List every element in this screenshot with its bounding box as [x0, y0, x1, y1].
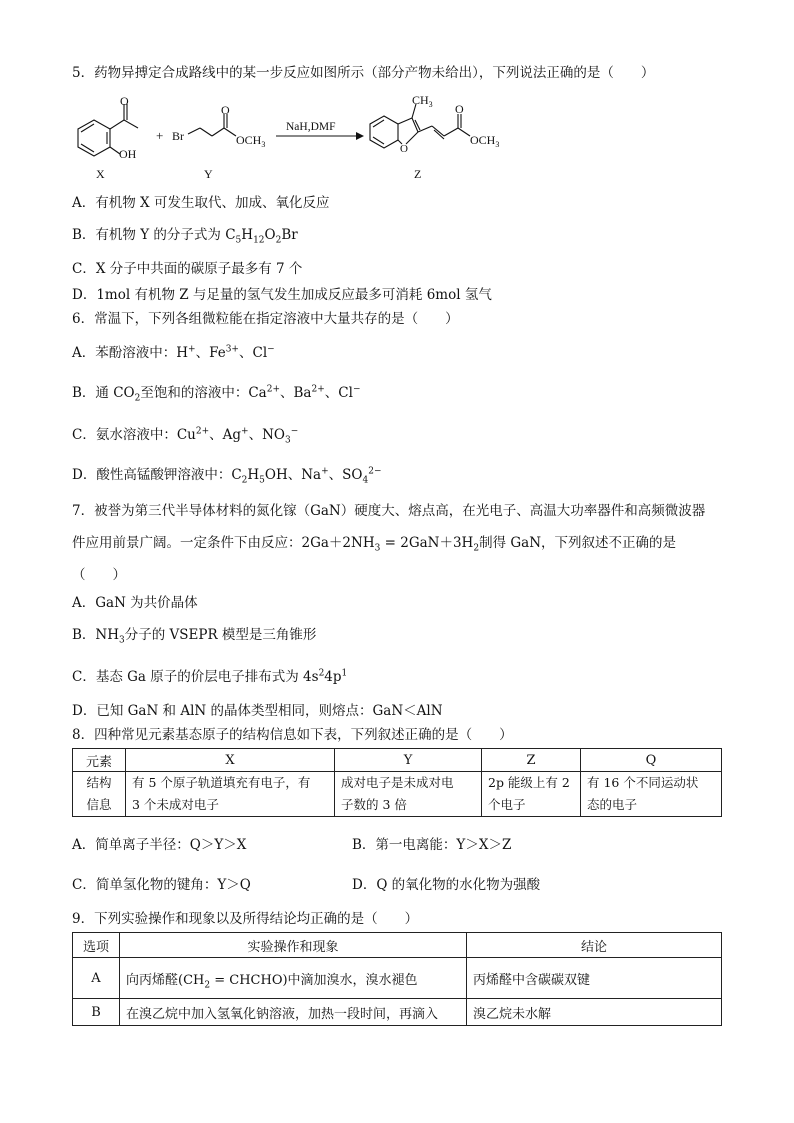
q7-option-b: B．$NH_3$分子的 VSEPR 模型是三角锥形: [72, 627, 317, 646]
option-cell: A: [73, 958, 120, 999]
plus-sign: +: [156, 128, 164, 143]
q8-stem: 8．四种常见元素基态原子的结构信息如下表，下列叙述正确的是（ ）: [72, 727, 513, 743]
q6-option-b: B．通 $CO_2$至饱和的溶液中：$Ca^{2+}$、$Ba^{2+}$、Cl−: [72, 384, 361, 404]
x-label: X: [96, 167, 105, 181]
cell-y: 成对电子是未成对电 子数的 3 倍: [335, 772, 482, 817]
z-methoxy: $OCH_3$: [470, 133, 500, 149]
table-header-cell: Q: [581, 749, 722, 772]
operation-cell: 向丙烯醛($CH_2$ = CHCHO)中滴加溴水，溴水褪色: [120, 958, 467, 999]
y-methoxy: $OCH_3$: [236, 133, 266, 149]
q8-option-b: B．第一电离能：Y＞X＞Z: [352, 837, 512, 853]
table-header-row: [73, 749, 722, 772]
q8-option-c: C．简单氢化物的键角：Y＞Q: [72, 877, 251, 893]
y-bromine: Br: [172, 129, 184, 143]
q9-stem: 9．下列实验操作和现象以及所得结论均正确的是（ ）: [72, 911, 419, 927]
table-header-cell: 实验操作和现象: [120, 933, 467, 958]
z-carbonyl-oxygen: O: [455, 102, 464, 116]
q5-option-b: B．有机物 Y 的分子式为 $C_5H_{12}O_2Br$: [72, 227, 298, 246]
table-row: [73, 999, 722, 1026]
table-row: [73, 958, 722, 999]
conclusion-cell: 溴乙烷未水解: [467, 999, 722, 1026]
table-header-cell: 选项: [73, 933, 120, 958]
q8-option-a: A．简单离子半径：Q＞Y＞X: [72, 837, 247, 853]
cell-z: 2p 能级上有 2 个电子: [482, 772, 581, 817]
table-header-cell: X: [126, 749, 335, 772]
table-row: [73, 772, 722, 817]
row-label-cell: 结构 信息: [73, 772, 126, 817]
q9-experiment-table: [72, 932, 722, 1026]
arrow-head: [356, 132, 364, 140]
conclusion-cell: 丙烯醛中含碳碳双键: [467, 958, 722, 999]
q6-option-d: D．酸性高锰酸钾溶液中：$C_2H_5OH$、Na+、$SO_4^{2-}$: [72, 466, 382, 486]
option-cell: B: [73, 999, 120, 1026]
x-hydroxyl: OH: [119, 147, 137, 161]
q5-reaction-scheme: [60, 92, 520, 184]
cell-q: 有 16 个不同运动状 态的电子: [581, 772, 722, 817]
q7-stem-line1: 7．被誉为第三代半导体材料的氮化镓（GaN）硬度大、熔点高，在光电子、高温大功率器件和高频微波器: [72, 503, 706, 519]
table-header-cell: 结论: [467, 933, 722, 958]
q5-stem: 5．药物异搏定合成路线中的某一步反应如图所示（部分产物未给出），下列说法正确的是（ ）: [72, 65, 655, 81]
q6-stem: 6．常温下，下列各组微粒能在指定溶液中大量共存的是（ ）: [72, 311, 459, 327]
q8-element-table: [72, 748, 722, 817]
reaction-conditions: NaH,DMF: [286, 121, 336, 133]
cell-x: 有 5 个原子轨道填充有电子，有 3 个未成对电子: [126, 772, 335, 817]
q8-option-d: D．Q 的氧化物的水化物为强酸: [352, 877, 541, 893]
z-ring-oxygen: O: [400, 143, 408, 155]
x-carbonyl-oxygen: O: [120, 94, 129, 108]
q7-option-a: A．GaN 为共价晶体: [72, 595, 198, 611]
y-label: Y: [204, 167, 213, 181]
table-header-cell: Y: [335, 749, 482, 772]
q5-option-d: D．1mol 有机物 Z 与足量的氢气发生加成反应最多可消耗 6mol 氢气: [72, 287, 492, 303]
table-header-cell: Z: [482, 749, 581, 772]
q5-option-c: C．X 分子中共面的碳原子最多有 7 个: [72, 261, 303, 277]
z-label: Z: [414, 167, 422, 181]
operation-cell: 在溴乙烷中加入氢氧化钠溶液，加热一段时间，再滴入: [120, 999, 467, 1026]
table-header-row: [73, 933, 722, 958]
q6-option-c: C．氨水溶液中：$Cu^{2+}$、Ag+、$NO_3^-$: [72, 426, 299, 446]
molecule-y: [188, 114, 236, 136]
q7-stem-line3: （ ）: [72, 567, 126, 583]
z-methyl: $CH_3$: [412, 93, 433, 109]
q5-option-a: A．有机物 X 可发生取代、加成、氧化反应: [72, 195, 330, 211]
q7-stem-line2: 件应用前景广阔。一定条件下由反应：$2Ga+2NH_3 = 2GaN+3H_2$制得 GaN，下列叙述不正确的是: [72, 535, 677, 554]
q6-option-a: A．苯酚溶液中：H+、$Fe^{3+}$、Cl−: [72, 344, 275, 361]
q7-option-d: D．已知 GaN 和 AlN 的晶体类型相同，则熔点：GaN＜AlN: [72, 703, 443, 719]
q7-option-c: C．基态 Ga 原子的价层电子排布式为 $4s^24p^1$: [72, 668, 348, 685]
table-header-cell: 元素: [73, 749, 126, 772]
y-carbonyl-oxygen: O: [221, 103, 230, 117]
